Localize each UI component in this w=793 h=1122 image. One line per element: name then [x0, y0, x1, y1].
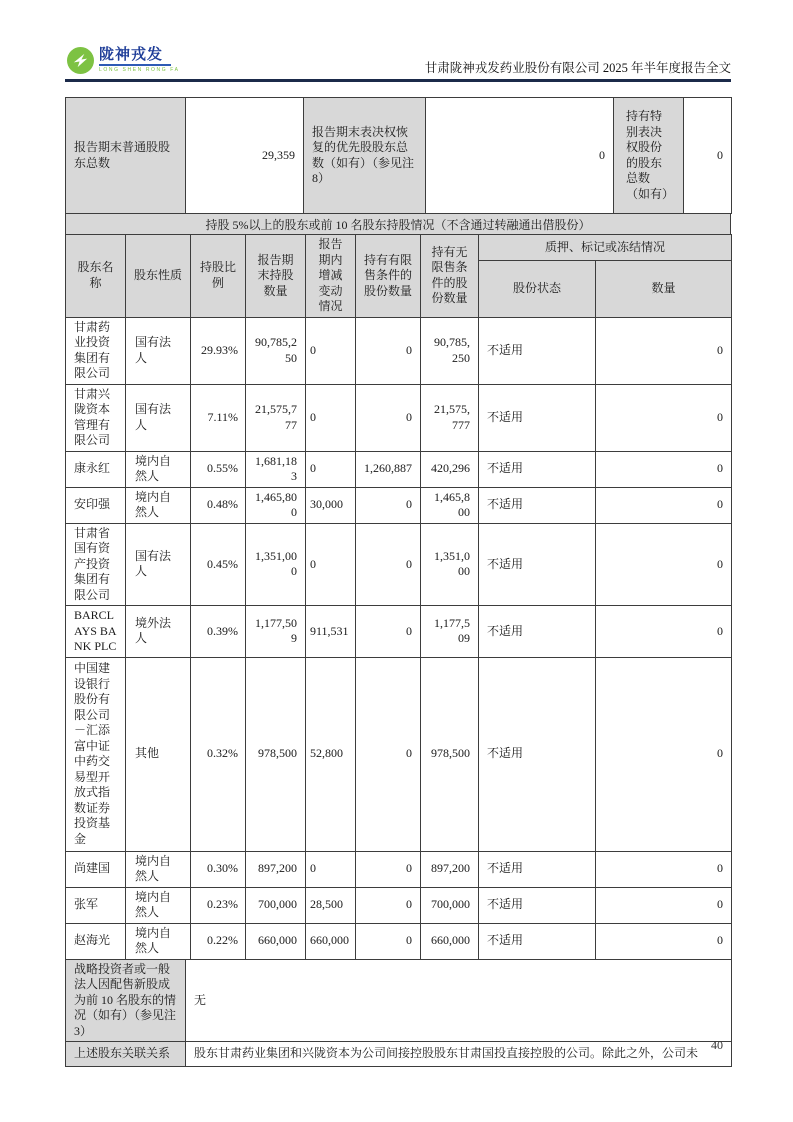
shares-at-end: 978,500: [246, 657, 306, 851]
col-header-unrestricted: 持有无限售条件的股份数量: [421, 235, 479, 318]
shareholder-row: [66, 487, 732, 523]
shareholder-name: 甘肃药业投资集团有限公司: [66, 317, 126, 384]
shares-at-end: 90,785,250: [246, 317, 306, 384]
shareholder-nature: 境内自然人: [126, 851, 191, 887]
shares-at-end: 897,200: [246, 851, 306, 887]
period-change: 28,500: [306, 887, 356, 923]
shareholder-name: 甘肃省国有资产投资集团有限公司: [66, 523, 126, 606]
shareholder-name: 中国建设银行股份有限公司－汇添富中证中药交易型开放式指数证券投资基金: [66, 657, 126, 851]
strategic-investors-label: 战略投资者或一般法人因配售新股成为前 10 名股东的情况（如有）（参见注 3）: [66, 959, 186, 1042]
shareholder-nature: 境内自然人: [126, 487, 191, 523]
unrestricted-shares: 21,575,777: [421, 384, 479, 451]
restricted-shares: 0: [356, 384, 421, 451]
shareholder-row: [66, 317, 732, 384]
col-header-restricted: 持有有限售条件的股份数量: [356, 235, 421, 318]
pledge-status: 不适用: [479, 923, 596, 959]
col-header-ratio: 持股比例: [191, 235, 246, 318]
period-change: 0: [306, 523, 356, 606]
holding-ratio: 0.48%: [191, 487, 246, 523]
pledge-status: 不适用: [479, 384, 596, 451]
pledge-quantity: 0: [596, 384, 732, 451]
col-header-quantity: 数量: [596, 261, 732, 317]
pledge-status: 不适用: [479, 657, 596, 851]
shares-at-end: 660,000: [246, 923, 306, 959]
holding-ratio: 7.11%: [191, 384, 246, 451]
shareholder-nature: 境外法人: [126, 606, 191, 658]
pledge-quantity: 0: [596, 887, 732, 923]
preferred-shareholders-value: 0: [426, 98, 614, 214]
col-header-shares-end: 报告期末持股数量: [246, 235, 306, 318]
shareholder-name: 尚建国: [66, 851, 126, 887]
pledge-quantity: 0: [596, 657, 732, 851]
special-voting-label: 持有特别表决权股份的股东总数（如有）: [614, 98, 684, 214]
shareholder-nature: 境内自然人: [126, 887, 191, 923]
unrestricted-shares: 700,000: [421, 887, 479, 923]
shareholder-nature: 国有法人: [126, 384, 191, 451]
unrestricted-shares: 420,296: [421, 451, 479, 487]
pledge-quantity: 0: [596, 487, 732, 523]
period-change: 0: [306, 851, 356, 887]
shares-at-end: 21,575,777: [246, 384, 306, 451]
shareholder-nature: 国有法人: [126, 523, 191, 606]
holding-ratio: 0.30%: [191, 851, 246, 887]
shares-at-end: 1,351,000: [246, 523, 306, 606]
shareholder-name: 安印强: [66, 487, 126, 523]
shareholder-name: BARCLAYS BANK PLC: [66, 606, 126, 658]
shares-at-end: 1,177,509: [246, 606, 306, 658]
pledge-quantity: 0: [596, 317, 732, 384]
table-footer-rows: [65, 959, 732, 1068]
logo-underline: [99, 64, 171, 66]
shareholder-row: [66, 384, 732, 451]
company-logo: [67, 47, 180, 74]
logo-icon: [67, 47, 94, 74]
period-change: 52,800: [306, 657, 356, 851]
holding-ratio: 0.45%: [191, 523, 246, 606]
special-voting-value: 0: [684, 98, 732, 214]
period-change: 0: [306, 384, 356, 451]
shareholder-row: [66, 606, 732, 658]
shareholder-name: 甘肃兴陇资本管理有限公司: [66, 384, 126, 451]
shares-at-end: 700,000: [246, 887, 306, 923]
period-change: 911,531: [306, 606, 356, 658]
restricted-shares: 0: [356, 851, 421, 887]
shareholder-row: [66, 523, 732, 606]
col-header-name: 股东名称: [66, 235, 126, 318]
logo-cn-text: 陇神戎发: [99, 46, 164, 63]
shares-at-end: 1,465,800: [246, 487, 306, 523]
pledge-status: 不适用: [479, 851, 596, 887]
shareholder-row: [66, 451, 732, 487]
header-divider: [65, 79, 731, 82]
col-header-change: 报告期内增减变动情况: [306, 235, 356, 318]
shareholder-name: 赵海光: [66, 923, 126, 959]
pledge-status: 不适用: [479, 606, 596, 658]
restricted-shares: 0: [356, 923, 421, 959]
restricted-shares: 1,260,887: [356, 451, 421, 487]
pledge-status: 不适用: [479, 487, 596, 523]
shareholder-nature: 境内自然人: [126, 451, 191, 487]
holding-ratio: 0.23%: [191, 887, 246, 923]
shareholder-row: [66, 657, 732, 851]
period-change: 660,000: [306, 923, 356, 959]
shareholder-summary-table: [65, 97, 732, 214]
unrestricted-shares: 1,177,509: [421, 606, 479, 658]
col-header-nature: 股东性质: [126, 235, 191, 318]
restricted-shares: 0: [356, 487, 421, 523]
holding-ratio: 0.22%: [191, 923, 246, 959]
unrestricted-shares: 897,200: [421, 851, 479, 887]
shareholder-table-area: [65, 97, 731, 1067]
pledge-quantity: 0: [596, 451, 732, 487]
shareholder-name: 张军: [66, 887, 126, 923]
pledge-status: 不适用: [479, 523, 596, 606]
unrestricted-shares: 978,500: [421, 657, 479, 851]
shares-at-end: 1,681,183: [246, 451, 306, 487]
shareholder-nature: 国有法人: [126, 317, 191, 384]
shareholder-row: [66, 887, 732, 923]
page-number: 40: [711, 1038, 723, 1052]
shareholder-nature: 境内自然人: [126, 923, 191, 959]
col-header-share-status: 股份状态: [479, 261, 596, 317]
pledge-quantity: 0: [596, 923, 732, 959]
document-title: 甘肃陇神戎发药业股份有限公司 2025 年半年度报告全文: [424, 61, 731, 75]
unrestricted-shares: 1,465,800: [421, 487, 479, 523]
related-relationship-label: 上述股东关联关系: [66, 1042, 186, 1067]
restricted-shares: 0: [356, 523, 421, 606]
holding-ratio: 0.39%: [191, 606, 246, 658]
col-header-pledge-group: 质押、标记或冻结情况: [479, 235, 732, 261]
restricted-shares: 0: [356, 317, 421, 384]
unrestricted-shares: 1,351,000: [421, 523, 479, 606]
top-shareholders-table: [65, 234, 732, 960]
period-change: 0: [306, 317, 356, 384]
ordinary-shareholders-value: 29,359: [186, 98, 304, 214]
pledge-quantity: 0: [596, 606, 732, 658]
shareholder-row: [66, 851, 732, 887]
unrestricted-shares: 660,000: [421, 923, 479, 959]
shareholder-nature: 其他: [126, 657, 191, 851]
pledge-status: 不适用: [479, 451, 596, 487]
logo-wordmark: [99, 47, 180, 73]
bird-glyph-icon: [71, 51, 90, 70]
restricted-shares: 0: [356, 887, 421, 923]
section-title-bar: 持股 5%以上的股东或前 10 名股东持股情况（不含通过转融通出借股份）: [65, 213, 731, 235]
pledge-quantity: 0: [596, 523, 732, 606]
shareholder-row: [66, 923, 732, 959]
shareholder-name: 康永红: [66, 451, 126, 487]
holding-ratio: 0.55%: [191, 451, 246, 487]
pledge-quantity: 0: [596, 851, 732, 887]
period-change: 0: [306, 451, 356, 487]
logo-en-text: LONG SHEN RONG FA: [99, 67, 180, 73]
restricted-shares: 0: [356, 657, 421, 851]
period-change: 30,000: [306, 487, 356, 523]
holding-ratio: 0.32%: [191, 657, 246, 851]
strategic-investors-value: 无: [186, 959, 732, 1042]
ordinary-shareholders-label: 报告期末普通股股东总数: [66, 98, 186, 214]
unrestricted-shares: 90,785,250: [421, 317, 479, 384]
holding-ratio: 29.93%: [191, 317, 246, 384]
pledge-status: 不适用: [479, 887, 596, 923]
related-relationship-value: 股东甘肃药业集团和兴陇资本为公司间接控股股东甘肃国投直接控股的公司。除此之外，公司未: [186, 1042, 732, 1067]
pledge-status: 不适用: [479, 317, 596, 384]
restricted-shares: 0: [356, 606, 421, 658]
preferred-shareholders-label: 报告期末表决权恢复的优先股股东总数（如有）（参见注 8）: [304, 98, 426, 214]
